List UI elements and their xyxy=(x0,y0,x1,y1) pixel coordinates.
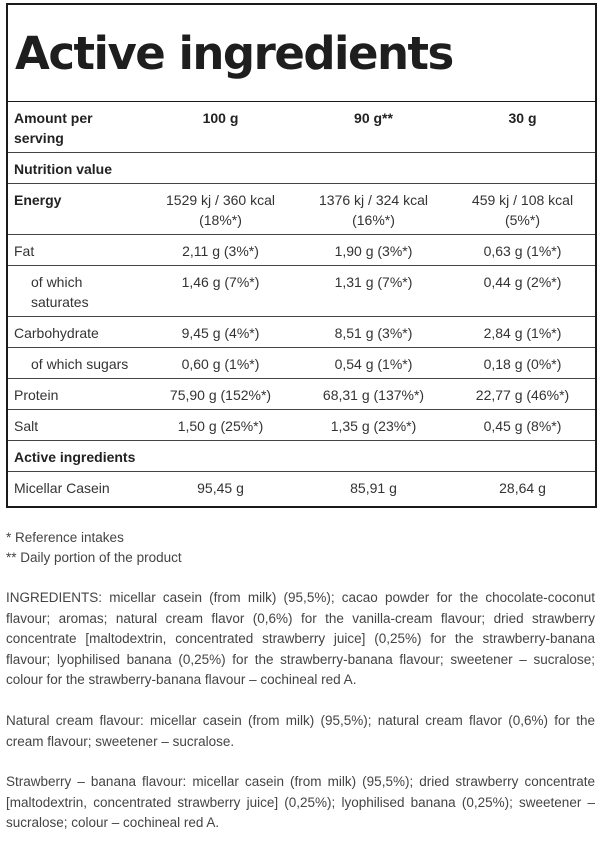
row-value-100g: 9,45 g (4%*) xyxy=(144,317,297,348)
row-label: Salt xyxy=(8,410,144,441)
row-label: of which saturates xyxy=(8,266,144,317)
row-value-90g: 1376 kj / 324 kcal (16%*) xyxy=(297,184,450,235)
nutrition-panel xyxy=(6,3,597,508)
table-row-sugars xyxy=(8,348,595,379)
footnote-daily-portion: ** Daily portion of the product xyxy=(6,550,182,565)
table-row-saturates xyxy=(8,266,595,317)
header-90g: 90 g** xyxy=(297,102,450,153)
table-header-row xyxy=(8,102,595,153)
row-value-100g: 1,46 g (7%*) xyxy=(144,266,297,317)
row-label: of which sugars xyxy=(8,348,144,379)
row-value-100g: 2,11 g (3%*) xyxy=(144,235,297,266)
table-row-fat xyxy=(8,235,595,266)
row-value-30g: 28,64 g xyxy=(499,480,546,496)
row-value-90g: 0,54 g (1%*) xyxy=(297,348,450,379)
section-label-active-ingredients: Active ingredients xyxy=(8,441,595,472)
row-label: Energy xyxy=(8,184,144,235)
row-value-30g: 2,84 g (1%*) xyxy=(450,317,595,348)
section-label-nutrition-value: Nutrition value xyxy=(8,153,595,184)
section-row-active xyxy=(8,441,595,472)
nutrition-table xyxy=(8,102,595,502)
row-value-30g: 0,18 g (0%*) xyxy=(450,348,595,379)
header-amount-per-serving: Amount per serving xyxy=(8,102,144,153)
table-row-energy xyxy=(8,184,595,235)
row-value-90g: 1,35 g (23%*) xyxy=(297,410,450,441)
row-value-100g: 1,50 g (25%*) xyxy=(144,410,297,441)
row-value-90g: 8,51 g (3%*) xyxy=(297,317,450,348)
row-value-90g: 85,91 g xyxy=(350,480,397,496)
ingredients-paragraph: INGREDIENTS: micellar casein (from milk) (95,5%); cacao powder for the chocolate-coconut flavour; aromas; natural cream flavor (0,6%) for the vanilla-cream flavour; dried strawberry concentrate [maltodextrin, concentrated strawberry juice] (0,25%) for the strawberry-banana flavour; lyophilised banana (0,25%) for the strawberry-banana flavour; sweetener – sucralose; colour for the strawberry-banana flavour – cochineal red A. xyxy=(6,590,595,687)
row-value-90g: 1,90 g (3%*) xyxy=(297,235,450,266)
row-value-30g: 459 kj / 108 kcal (5%*) xyxy=(450,184,595,235)
row-value-100g: 1529 kj / 360 kcal (18%*) xyxy=(144,184,297,235)
row-value-90g: 68,31 g (137%*) xyxy=(297,379,450,410)
row-value-30g: 22,77 g (46%*) xyxy=(450,379,595,410)
panel-title: Active ingredients xyxy=(8,5,595,102)
row-value-30g: 0,44 g (2%*) xyxy=(450,266,595,317)
footnote-reference-intakes: * Reference intakes xyxy=(6,530,124,545)
row-label: Fat xyxy=(8,235,144,266)
table-row-salt xyxy=(8,410,595,441)
row-value-100g: 75,90 g (152%*) xyxy=(144,379,297,410)
cream-flavour-paragraph: Natural cream flavour: micellar casein (from milk) (95,5%); natural cream flavor (0,6%) for the cream flavour; sweetener – sucralose. xyxy=(6,713,595,749)
header-100g: 100 g xyxy=(144,102,297,153)
table-row-carbohydrate xyxy=(8,317,595,348)
row-value-30g: 0,45 g (8%*) xyxy=(450,410,595,441)
table-row-protein xyxy=(8,379,595,410)
row-label: Protein xyxy=(8,379,144,410)
row-label: Micellar Casein xyxy=(14,480,110,496)
strawberry-banana-paragraph: Strawberry – banana flavour: micellar casein (from milk) (95,5%); dried strawberry concentrate [maltodextrin, concentrated strawberry juice] (0,25%); lyophilised banana (0,25%); sweetener – sucralose; colour – cochineal red A. xyxy=(6,774,595,830)
footnotes xyxy=(6,528,595,568)
section-row-nutrition xyxy=(8,153,595,184)
row-value-30g: 0,63 g (1%*) xyxy=(450,235,595,266)
row-value-100g: 0,60 g (1%*) xyxy=(144,348,297,379)
table-row-micellar-casein xyxy=(8,472,595,503)
row-value-90g: 1,31 g (7%*) xyxy=(297,266,450,317)
row-value-100g: 95,45 g xyxy=(197,480,244,496)
header-30g: 30 g xyxy=(450,102,595,153)
row-label: Carbohydrate xyxy=(8,317,144,348)
